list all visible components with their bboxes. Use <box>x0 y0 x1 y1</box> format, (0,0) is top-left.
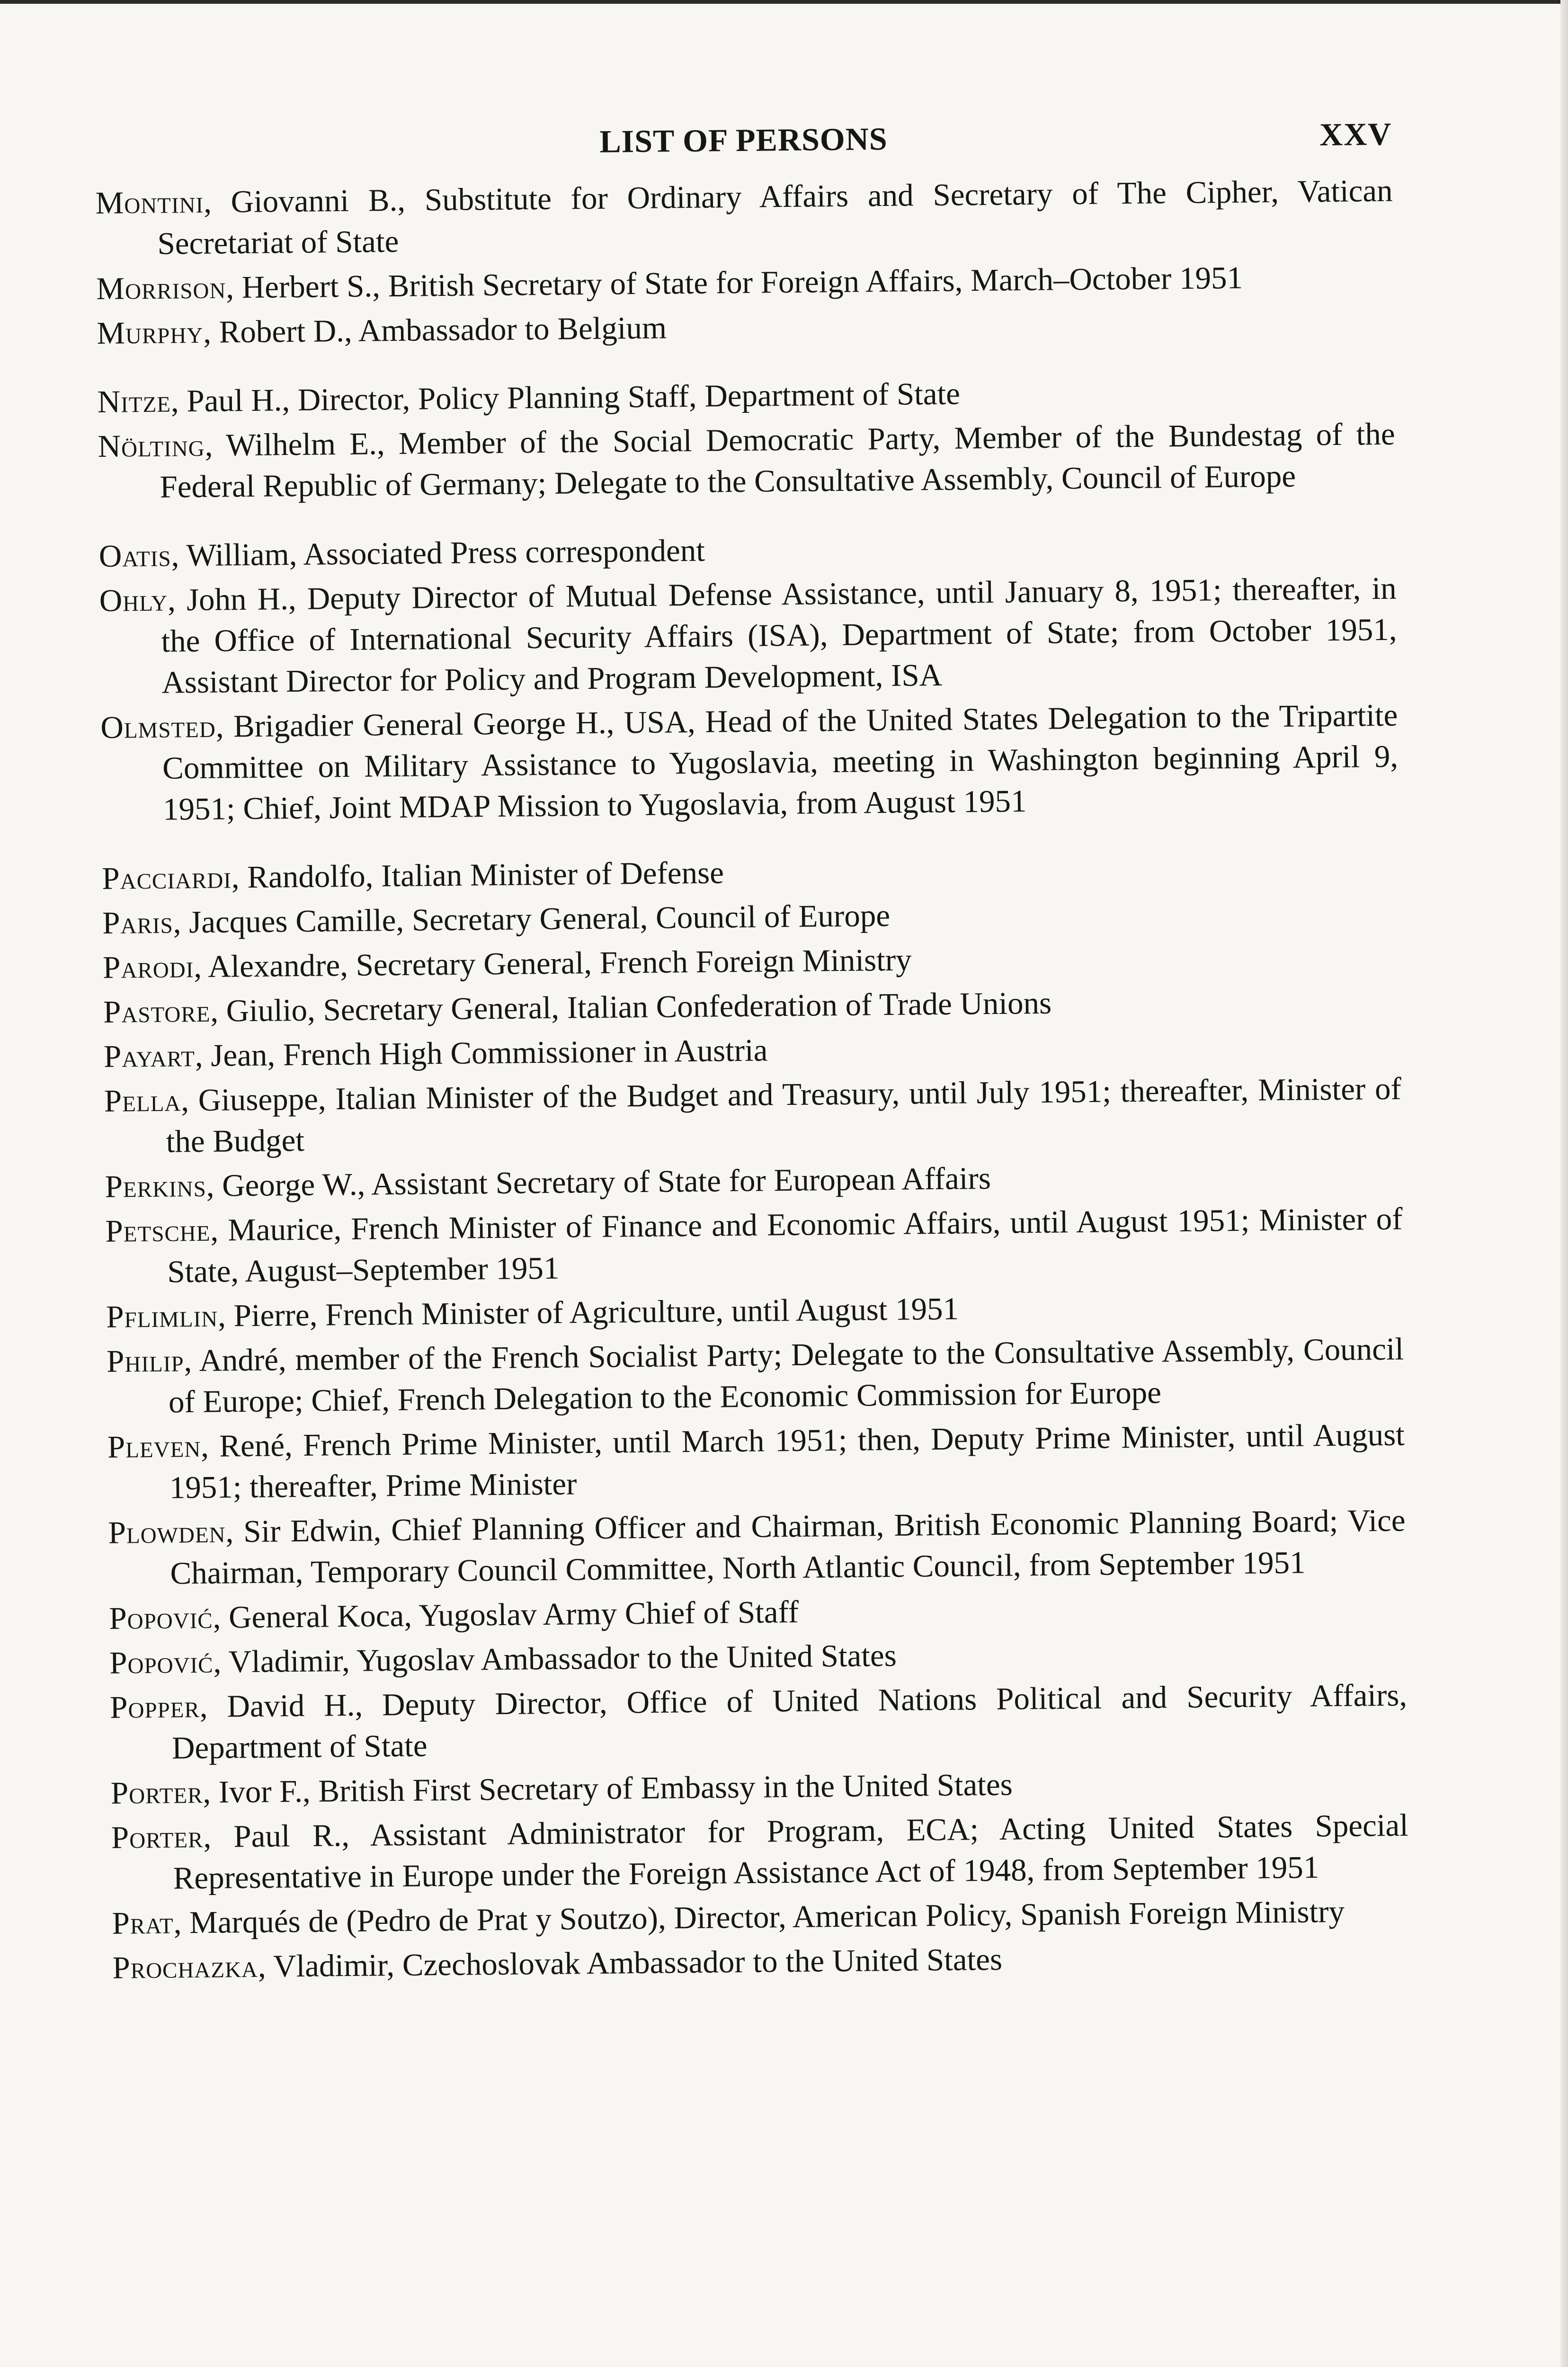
person-surname: Popović <box>109 1644 214 1681</box>
letter-group <box>97 369 1395 508</box>
letter-group <box>98 524 1399 831</box>
person-surname: Morrison <box>96 270 226 306</box>
person-surname: Montini <box>95 184 204 221</box>
person-entry <box>105 1199 1403 1293</box>
person-entry <box>104 1024 1401 1077</box>
person-surname: Popović <box>109 1600 213 1636</box>
person-surname: Perkins <box>105 1168 207 1204</box>
person-entry <box>111 1761 1408 1814</box>
person-surname: Pleven <box>107 1428 201 1465</box>
person-surname: Nitze <box>97 383 171 419</box>
person-description: , Herbert S., British Secretary of State for Foreign Affairs, March–October 1951 <box>225 260 1243 305</box>
person-surname: Plowden <box>108 1514 226 1550</box>
person-description: , Paul R., Assistant Administrator for Program, ECA; Acting United States Special Representative in Europe under the Foreign Assistance Act of 1948, from September 1951 <box>173 1807 1409 1896</box>
person-entry <box>102 846 1399 899</box>
person-entry <box>109 1586 1407 1639</box>
person-entry <box>112 1935 1410 1989</box>
person-entry <box>100 695 1399 831</box>
person-entry <box>98 524 1396 577</box>
person-description: , Paul H., Director, Policy Planning Staff, Department of State <box>170 376 961 419</box>
person-entry <box>106 1284 1404 1338</box>
person-description: , Robert D., Ambassador to Belgium <box>203 310 667 350</box>
person-entry <box>107 1415 1406 1509</box>
person-description: , Randolfo, Italian Minister of Defense <box>231 855 724 895</box>
person-surname: Olmsted <box>100 709 216 745</box>
person-surname: Pella <box>104 1083 181 1119</box>
person-entry <box>97 301 1394 354</box>
running-header <box>95 106 1392 166</box>
person-surname: Prochazka <box>112 1949 258 1985</box>
person-surname: Murphy <box>97 314 204 351</box>
person-entry <box>103 935 1400 988</box>
persons-list <box>95 170 1409 1989</box>
person-description: , William, Associated Press correspondent <box>171 533 705 573</box>
person-entry <box>99 568 1397 704</box>
person-surname: Pacciardi <box>102 860 232 896</box>
person-description: , Giuseppe, Italian Minister of the Budget and Treasury, until July 1951; thereafter, Minister of the Budget <box>166 1071 1402 1159</box>
person-description: , General Koca, Yugoslav Army Chief of Staff <box>213 1594 799 1635</box>
person-surname: Porter <box>111 1819 204 1855</box>
person-description: , George W., Assistant Secretary of State for European Affairs <box>206 1160 991 1203</box>
person-entry <box>107 1329 1405 1424</box>
person-description: , Pierre, French Minister of Agriculture, until August 1951 <box>217 1291 959 1334</box>
person-surname: Popper <box>109 1689 200 1725</box>
person-entry <box>112 1891 1409 1944</box>
person-surname: Ohly <box>99 582 168 618</box>
person-description: , John H., Deputy Director of Mutual Defense Assistance, until January 8, 1951; thereafter, in the Office of International Security Affairs (ISA), Department of State; from October 1951, Assistant Director for Policy and Program Development, ISA <box>161 570 1397 700</box>
letter-group <box>102 846 1410 1989</box>
person-description: , Vladimir, Yugoslav Ambassador to the United States <box>213 1637 897 1680</box>
person-description: , Brigadier General George H., USA, Head of the United States Delegation to the Tripartite Committee on Military Assistance to Yugoslavia, meeting in Washington beginning April 9, 1951; Chief, Joint MDAP Mission to Yugoslavia, from August 1951 <box>162 697 1399 827</box>
person-description: , René, French Prime Minister, until March 1951; then, Deputy Prime Minister, until August 1951; thereafter, Prime Minister <box>169 1417 1405 1505</box>
person-surname: Philip <box>106 1343 184 1379</box>
page-number: XXV <box>1319 116 1392 153</box>
person-surname: Prat <box>112 1905 174 1941</box>
person-surname: Pastore <box>103 993 211 1030</box>
person-entry <box>98 414 1396 508</box>
person-description: , Wilhelm E., Member of the Social Democratic Party, Member of the Bundestag of the Federal Republic of Germany; Delegate to the Consultative Assembly, Council of Europe <box>160 416 1395 505</box>
person-description: , Sir Edwin, Chief Planning Officer and Chairman, British Economic Planning Board; Vice Chairman, Temporary Council Committee, North Atlantic Council, from September 1951 <box>170 1503 1406 1591</box>
person-description: , David H., Deputy Director, Office of United Nations Political and Security Affairs, Department of State <box>171 1677 1408 1766</box>
person-description: , Alexandre, Secretary General, French Foreign Ministry <box>193 942 912 985</box>
person-description: , Jacques Camille, Secretary General, Council of Europe <box>173 898 891 940</box>
person-entry <box>111 1805 1409 1900</box>
person-entry <box>102 890 1400 944</box>
person-description: , Vladimir, Czechoslovak Ambassador to the United States <box>258 1941 1003 1984</box>
person-surname: Payart <box>103 1038 196 1074</box>
person-surname: Pflimlin <box>106 1298 218 1335</box>
person-surname: Oatis <box>98 538 171 574</box>
person-description: , Marqués de (Pedro de Prat y Soutzo), Director, American Policy, Spanish Foreign Ministry <box>173 1894 1345 1940</box>
person-entry <box>103 979 1401 1033</box>
person-surname: Nölting <box>98 427 205 464</box>
letter-group <box>95 170 1394 354</box>
person-surname: Paris <box>102 905 174 941</box>
person-surname: Parodi <box>102 949 194 985</box>
person-description: , Giovanni B., Substitute for Ordinary Affairs and Secretary of The Cipher, Vatican Secretariat of State <box>157 173 1393 261</box>
person-description: , Jean, French High Commissioner in Austria <box>195 1032 768 1074</box>
person-description: , André, member of the French Socialist Party; Delegate to the Consultative Assembly, Council of Europe; Chief, French Delegation to the Economic Commission for Europe <box>168 1331 1404 1420</box>
person-description: , Maurice, French Minister of Finance and Economic Affairs, until August 1951; Minister of State, August–September 1951 <box>167 1201 1403 1290</box>
scan-top-edge <box>0 0 1568 4</box>
person-entry <box>105 1154 1402 1208</box>
person-entry <box>108 1500 1406 1595</box>
person-entry <box>109 1630 1407 1684</box>
person-entry <box>95 170 1393 265</box>
person-entry <box>97 369 1395 423</box>
running-title: LIST OF PERSONS <box>599 120 888 160</box>
document-page <box>95 106 1410 1992</box>
person-description: , Giulio, Secretary General, Italian Confederation of Trade Unions <box>210 985 1052 1029</box>
person-description: , Ivor F., British First Secretary of Embassy in the United States <box>203 1767 1013 1810</box>
person-surname: Petsche <box>105 1212 211 1249</box>
scan-right-edge <box>1560 0 1568 2367</box>
person-surname: Porter <box>110 1774 203 1811</box>
person-entry <box>104 1068 1402 1163</box>
person-entry <box>110 1675 1408 1770</box>
person-entry <box>96 256 1394 310</box>
